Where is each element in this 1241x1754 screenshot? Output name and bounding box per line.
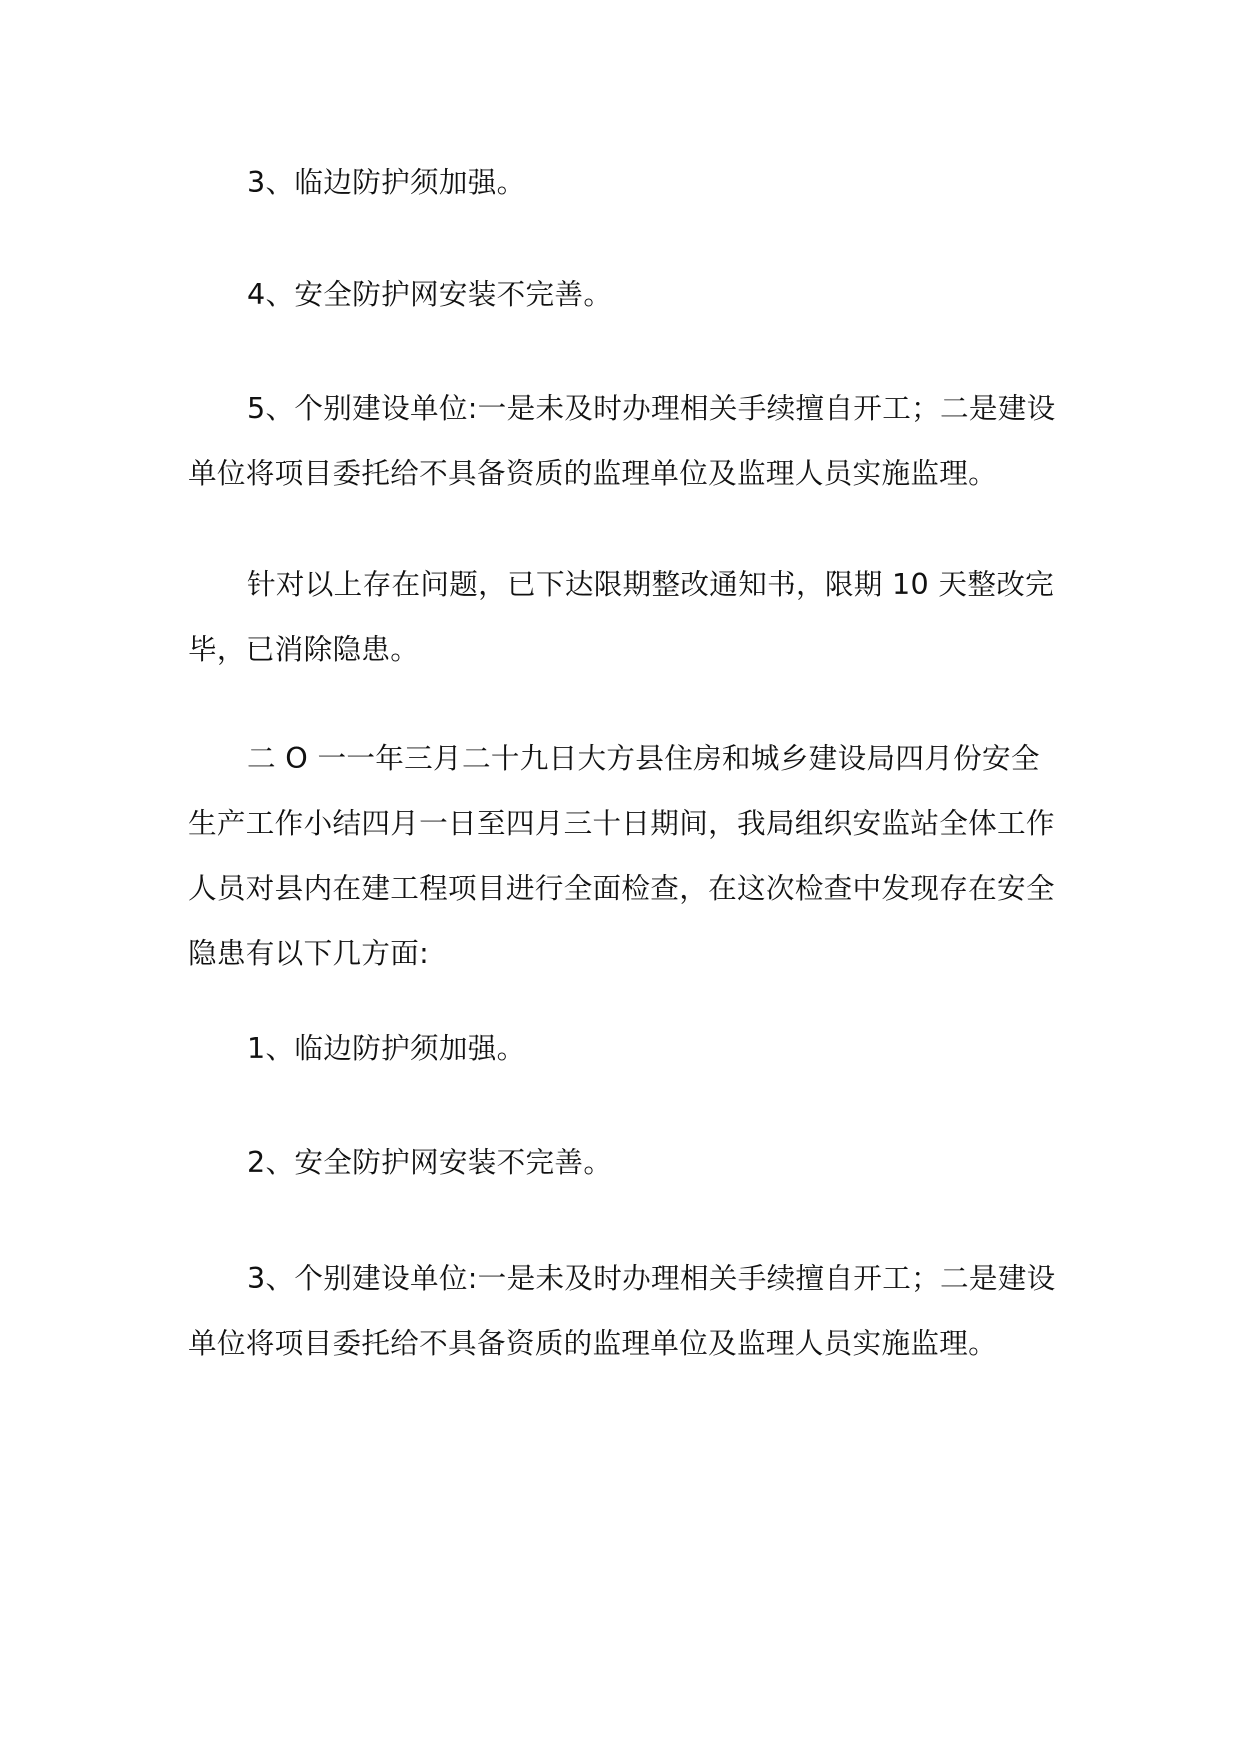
paragraph-item-2-safety-net: 2、安全防护网安装不完善。: [247, 1145, 613, 1179]
paragraph-april-summary: 二 O 一一年三月二十九日大方县住房和城乡建设局四月份安全生产工作小结四月一日至四月三十日期间，我局组织安监站全体工作人员对县内在建工程项目进行全面检查，在这次检查中发现存在安全隐患有以下几方面:: [188, 741, 1055, 970]
paragraph-item-3-edge-protection: 3、临边防护须加强。: [247, 165, 526, 199]
paragraph-item-4-safety-net: 4、安全防护网安装不完善。: [247, 277, 613, 311]
paragraph-item-3-construction-units: 3、个别建设单位:一是未及时办理相关手续擅自开工；二是建设单位将项目委托给不具备资质的监理单位及监理人员实施监理。: [188, 1261, 1056, 1360]
paragraph-item-1-edge-protection: 1、临边防护须加强。: [247, 1031, 526, 1065]
paragraph-rectification-notice: 针对以上存在问题，已下达限期整改通知书，限期 10 天整改完毕，已消除隐患。: [188, 567, 1055, 666]
paragraph-item-5-construction-units: 5、个别建设单位:一是未及时办理相关手续擅自开工；二是建设单位将项目委托给不具备资质的监理单位及监理人员实施监理。: [188, 391, 1056, 490]
